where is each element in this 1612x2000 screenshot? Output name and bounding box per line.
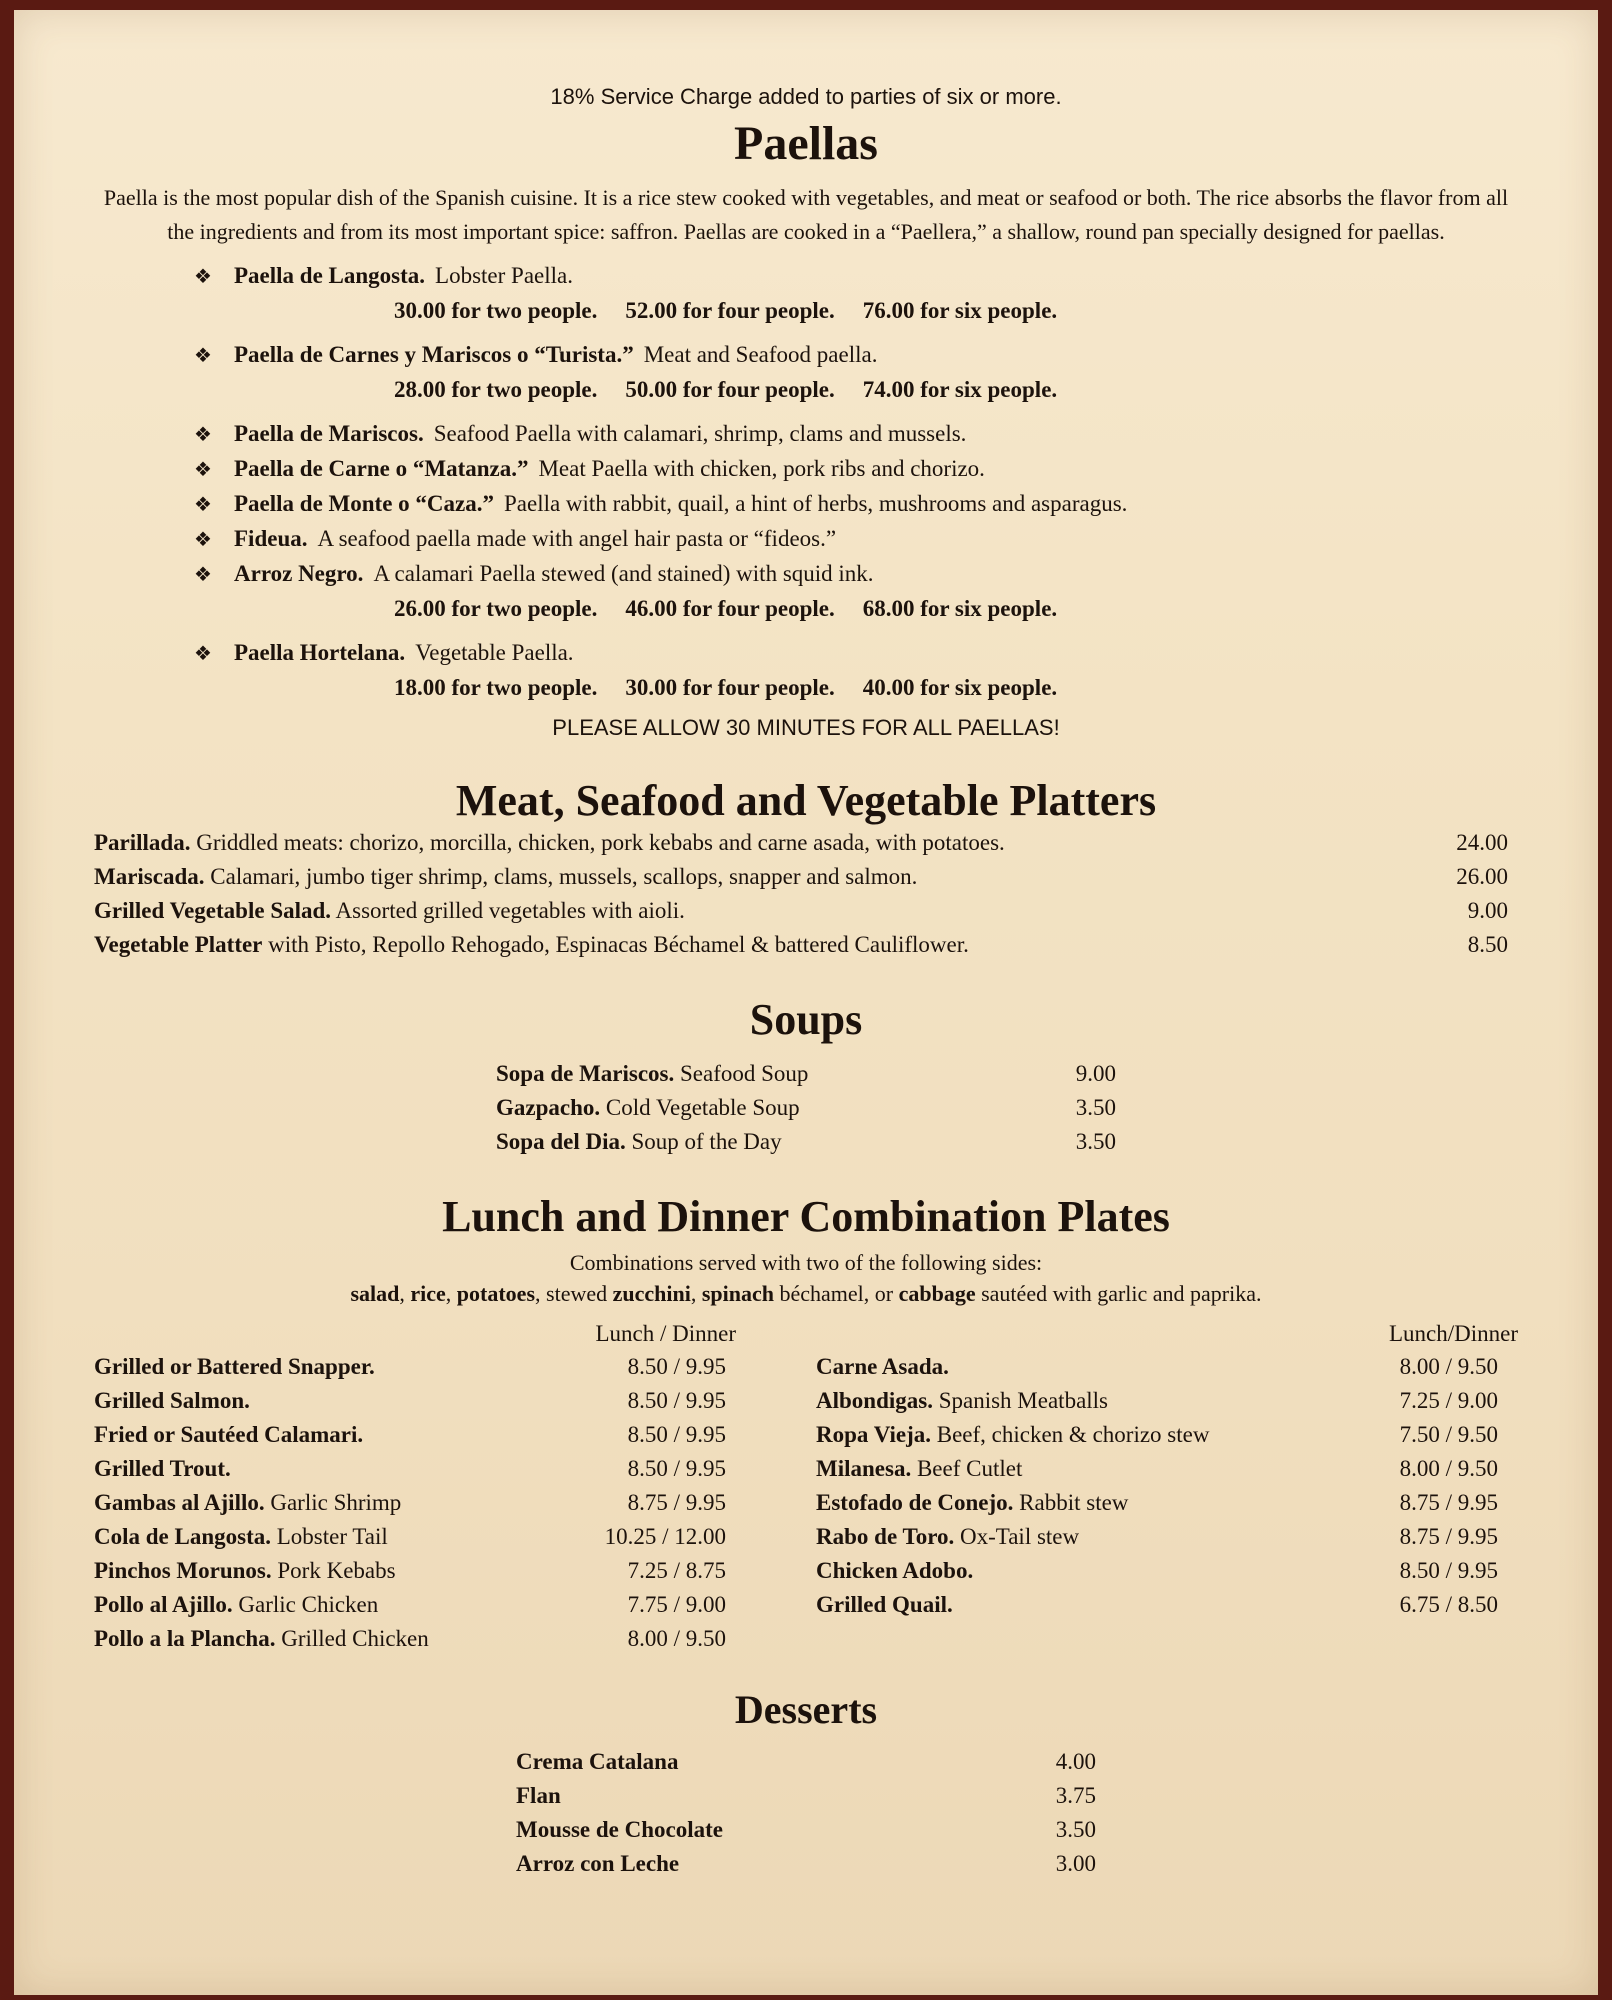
- platter-desc: Assorted grilled vegetables with aioli.: [335, 898, 685, 923]
- paella-prices: [394, 592, 1518, 626]
- paella-list: [194, 259, 1518, 705]
- combo-item: [816, 1588, 1518, 1622]
- paella-name: Paella de Mariscos.: [234, 421, 424, 446]
- dessert-item: [516, 1813, 1096, 1847]
- soup-name: Gazpacho.: [496, 1095, 601, 1120]
- platter-price: 8.50: [1467, 932, 1508, 957]
- platter-name: Mariscada.: [94, 864, 205, 889]
- combo-title: Lunch and Dinner Combination Plates: [442, 1192, 1170, 1241]
- dessert-price: 3.75: [1055, 1783, 1096, 1808]
- paella-desc: Vegetable Paella.: [415, 640, 574, 665]
- soup-desc: Cold Vegetable Soup: [605, 1095, 800, 1120]
- price-four: 50.00 for four people.: [625, 377, 835, 402]
- soup-desc: Soup of the Day: [631, 1129, 782, 1154]
- soup-price: 9.00: [1075, 1061, 1116, 1086]
- paella-name: Paella de Carne o “Matanza.”: [234, 456, 529, 481]
- combo-price: 8.75 / 9.95: [1399, 1524, 1498, 1549]
- platter-price: 26.00: [1456, 864, 1508, 889]
- platters-title: Meat, Seafood and Vegetable Platters: [455, 776, 1157, 825]
- combo-name: Carne Asada.: [816, 1354, 949, 1379]
- combo-item: [94, 1384, 796, 1418]
- soup-name: Sopa de Mariscos.: [496, 1061, 675, 1086]
- side-text: ,: [445, 1281, 457, 1306]
- combo-price: 6.75 / 8.50: [1399, 1592, 1498, 1617]
- paella-item: [194, 417, 1518, 452]
- combo-price: 8.50 / 9.95: [627, 1388, 726, 1413]
- combo-name: Fried or Sautéed Calamari.: [94, 1422, 364, 1447]
- diamond-bullet-icon: ❖: [194, 459, 212, 481]
- combo-name: Grilled Quail.: [816, 1592, 953, 1617]
- combo-name: Gambas al Ajillo.: [94, 1490, 265, 1515]
- platter-item: [94, 860, 1518, 894]
- platters-list: [94, 826, 1518, 962]
- side-word: potatoes: [456, 1281, 536, 1306]
- platter-price: 9.00: [1467, 898, 1508, 923]
- combo-name: Cola de Langosta.: [94, 1524, 271, 1549]
- paella-desc: Lobster Paella.: [435, 263, 573, 288]
- desserts-title: Desserts: [734, 1687, 878, 1732]
- combo-columns: [94, 1318, 1518, 1656]
- combo-desc: Rabbit stew: [1019, 1490, 1129, 1515]
- service-charge-notice: 18% Service Charge added to parties of six or more.: [550, 84, 1062, 109]
- combo-item: [816, 1418, 1518, 1452]
- side-text: sautéed with garlic and paprika.: [975, 1281, 1262, 1306]
- paella-name: Paella de Monte o “Caza.”: [234, 491, 494, 516]
- dessert-name: Mousse de Chocolate: [516, 1817, 723, 1842]
- combo-name: Albondigas.: [816, 1388, 933, 1413]
- combo-right-header: Lunch/Dinner: [1388, 1321, 1518, 1346]
- soup-item: [496, 1125, 1116, 1159]
- side-word: rice: [410, 1281, 446, 1306]
- paella-desc: Meat and Seafood paella.: [643, 342, 878, 367]
- paella-name: Fideua.: [234, 526, 308, 551]
- combo-item: [816, 1486, 1518, 1520]
- combo-desc: Lobster Tail: [276, 1524, 388, 1549]
- paella-desc: A seafood paella made with angel hair pasta or “fideos.”: [317, 526, 837, 551]
- combo-name: Chicken Adobo.: [816, 1558, 974, 1583]
- combo-desc: Spanish Meatballs: [938, 1388, 1109, 1413]
- dessert-name: Arroz con Leche: [516, 1851, 680, 1876]
- paella-desc: Seafood Paella with calamari, shrimp, clams and mussels.: [433, 421, 967, 446]
- price-six: 40.00 for six people.: [862, 675, 1058, 700]
- menu-page: [14, 10, 1598, 1995]
- combo-price: 8.50 / 9.95: [1399, 1558, 1498, 1583]
- paella-desc: Meat Paella with chicken, pork ribs and chorizo.: [538, 456, 985, 481]
- price-four: 52.00 for four people.: [625, 298, 835, 323]
- platter-name: Grilled Vegetable Salad.: [94, 898, 332, 923]
- diamond-bullet-icon: ❖: [194, 345, 212, 367]
- combo-item: [816, 1452, 1518, 1486]
- side-word: spinach: [701, 1281, 774, 1306]
- combo-desc: Grilled Chicken: [281, 1626, 429, 1651]
- combo-item: [816, 1554, 1518, 1588]
- side-text: ,: [399, 1281, 411, 1306]
- combo-name: Grilled or Battered Snapper.: [94, 1354, 375, 1379]
- soup-name: Sopa del Dia.: [496, 1129, 626, 1154]
- combo-item: [94, 1486, 796, 1520]
- paellas-title: Paellas: [734, 117, 878, 170]
- combo-desc: Beef, chicken & chorizo stew: [936, 1422, 1210, 1447]
- combo-item: [94, 1554, 796, 1588]
- combo-name: Pollo al Ajillo.: [94, 1592, 233, 1617]
- platter-item: [94, 826, 1518, 860]
- combo-price: 8.00 / 9.50: [1399, 1456, 1498, 1481]
- combo-left-column: [94, 1318, 796, 1656]
- diamond-bullet-icon: ❖: [194, 424, 212, 446]
- combo-item: [94, 1622, 796, 1656]
- side-word: salad: [350, 1281, 400, 1306]
- combo-desc: Pork Kebabs: [277, 1558, 396, 1583]
- combo-name: Grilled Salmon.: [94, 1388, 250, 1413]
- combo-price: 8.75 / 9.95: [1399, 1490, 1498, 1515]
- paella-item: [194, 259, 1518, 294]
- combo-price: 8.00 / 9.50: [1399, 1354, 1498, 1379]
- dessert-price: 4.00: [1055, 1749, 1096, 1774]
- diamond-bullet-icon: ❖: [194, 494, 212, 516]
- diamond-bullet-icon: ❖: [194, 643, 212, 665]
- combo-price: 7.25 / 9.00: [1399, 1388, 1498, 1413]
- price-six: 68.00 for six people.: [862, 596, 1058, 621]
- platter-desc: Griddled meats: chorizo, morcilla, chicken, pork kebabs and carne asada, with potatoes.: [196, 830, 1005, 855]
- soups-list: [496, 1057, 1116, 1159]
- combo-name: Pollo a la Plancha.: [94, 1626, 276, 1651]
- dessert-name: Flan: [516, 1783, 561, 1808]
- paella-item: [194, 522, 1518, 557]
- soup-item: [496, 1057, 1116, 1091]
- soup-desc: Seafood Soup: [680, 1061, 809, 1086]
- paella-prices: [394, 294, 1518, 328]
- combo-desc: Garlic Chicken: [238, 1592, 379, 1617]
- combo-item: [816, 1520, 1518, 1554]
- combo-desc: Beef Cutlet: [916, 1456, 1023, 1481]
- price-four: 30.00 for four people.: [625, 675, 835, 700]
- dessert-price: 3.50: [1055, 1817, 1096, 1842]
- price-two: 18.00 for two people.: [394, 675, 598, 700]
- soup-item: [496, 1091, 1116, 1125]
- side-word: cabbage: [898, 1281, 976, 1306]
- combo-name: Ropa Vieja.: [816, 1422, 931, 1447]
- combo-price: 8.50 / 9.95: [627, 1456, 726, 1481]
- combo-item: [94, 1520, 796, 1554]
- dessert-item: [516, 1779, 1096, 1813]
- paella-item: [194, 338, 1518, 373]
- price-two: 26.00 for two people.: [394, 596, 598, 621]
- platter-price: 24.00: [1456, 830, 1508, 855]
- paella-wait-notice: PLEASE ALLOW 30 MINUTES FOR ALL PAELLAS!: [552, 715, 1060, 740]
- combo-price: 8.50 / 9.95: [627, 1354, 726, 1379]
- combo-desc: Ox-Tail stew: [960, 1524, 1080, 1549]
- combo-left-header: Lunch / Dinner: [595, 1321, 736, 1346]
- dessert-price: 3.00: [1055, 1851, 1096, 1876]
- side-text: ,: [690, 1281, 702, 1306]
- combo-name: Milanesa.: [816, 1456, 912, 1481]
- platter-name: Vegetable Platter: [94, 932, 263, 957]
- combo-sides: [94, 1278, 1518, 1310]
- paella-name: Paella de Carnes y Mariscos o “Turista.”: [234, 342, 634, 367]
- paella-desc: Paella with rabbit, quail, a hint of herbs, mushrooms and asparagus.: [503, 491, 1128, 516]
- side-text: béchamel, or: [774, 1281, 899, 1306]
- combo-price: 10.25 / 12.00: [604, 1524, 726, 1549]
- paella-item: [194, 487, 1518, 522]
- combo-price: 7.75 / 9.00: [627, 1592, 726, 1617]
- price-six: 74.00 for six people.: [862, 377, 1058, 402]
- combo-price: 8.00 / 9.50: [627, 1626, 726, 1651]
- price-two: 28.00 for two people.: [394, 377, 598, 402]
- combo-price: 7.50 / 9.50: [1399, 1422, 1498, 1447]
- price-six: 76.00 for six people.: [862, 298, 1058, 323]
- side-word: zucchini: [612, 1281, 691, 1306]
- platter-item: [94, 894, 1518, 928]
- price-four: 46.00 for four people.: [625, 596, 835, 621]
- platter-item: [94, 928, 1518, 962]
- combo-intro: Combinations served with two of the following sides:: [569, 1250, 1043, 1275]
- soups-title: Soups: [749, 995, 863, 1044]
- paella-desc: A calamari Paella stewed (and stained) with squid ink.: [373, 561, 874, 586]
- paella-name: Paella Hortelana.: [234, 640, 406, 665]
- platter-desc: Calamari, jumbo tiger shrimp, clams, mussels, scallops, snapper and salmon.: [210, 864, 918, 889]
- combo-item: [94, 1452, 796, 1486]
- paellas-intro: Paella is the most popular dish of the Spanish cuisine. It is a rice stew cooked with vegetables, and meat or seafood or both. The rice absorbs the flavor from all the ingredients and from its most important spice: saffron. Paellas are cooked in a “Paellera,” a shallow, round pan specially designed for paellas.: [103, 185, 1509, 244]
- price-two: 30.00 for two people.: [394, 298, 598, 323]
- combo-item: [94, 1588, 796, 1622]
- combo-price: 8.50 / 9.95: [627, 1422, 726, 1447]
- paella-name: Paella de Langosta.: [234, 263, 426, 288]
- combo-name: Pinchos Morunos.: [94, 1558, 272, 1583]
- combo-name: Grilled Trout.: [94, 1456, 231, 1481]
- combo-item: [816, 1384, 1518, 1418]
- paella-name: Arroz Negro.: [234, 561, 364, 586]
- combo-price: 8.75 / 9.95: [627, 1490, 726, 1515]
- dessert-item: [516, 1745, 1096, 1779]
- combo-desc: Garlic Shrimp: [270, 1490, 402, 1515]
- side-text: , stewed: [535, 1281, 613, 1306]
- platter-name: Parillada.: [94, 830, 191, 855]
- combo-right-column: [796, 1318, 1518, 1656]
- paella-prices: [394, 671, 1518, 705]
- combo-name: Estofado de Conejo.: [816, 1490, 1014, 1515]
- combo-item: [94, 1350, 796, 1384]
- dessert-name: Crema Catalana: [516, 1749, 679, 1774]
- soup-price: 3.50: [1075, 1129, 1116, 1154]
- paella-item: [194, 452, 1518, 487]
- desserts-list: [516, 1745, 1096, 1881]
- combo-item: [816, 1350, 1518, 1384]
- diamond-bullet-icon: ❖: [194, 529, 212, 551]
- soup-price: 3.50: [1075, 1095, 1116, 1120]
- combo-name: Rabo de Toro.: [816, 1524, 955, 1549]
- paella-item: [194, 557, 1518, 592]
- dessert-item: [516, 1847, 1096, 1881]
- diamond-bullet-icon: ❖: [194, 266, 212, 288]
- combo-price: 7.25 / 8.75: [627, 1558, 726, 1583]
- paella-item: [194, 636, 1518, 671]
- diamond-bullet-icon: ❖: [194, 564, 212, 586]
- platter-desc: with Pisto, Repollo Rehogado, Espinacas Béchamel & battered Cauliflower.: [268, 932, 969, 957]
- combo-item: [94, 1418, 796, 1452]
- paella-prices: [394, 373, 1518, 407]
